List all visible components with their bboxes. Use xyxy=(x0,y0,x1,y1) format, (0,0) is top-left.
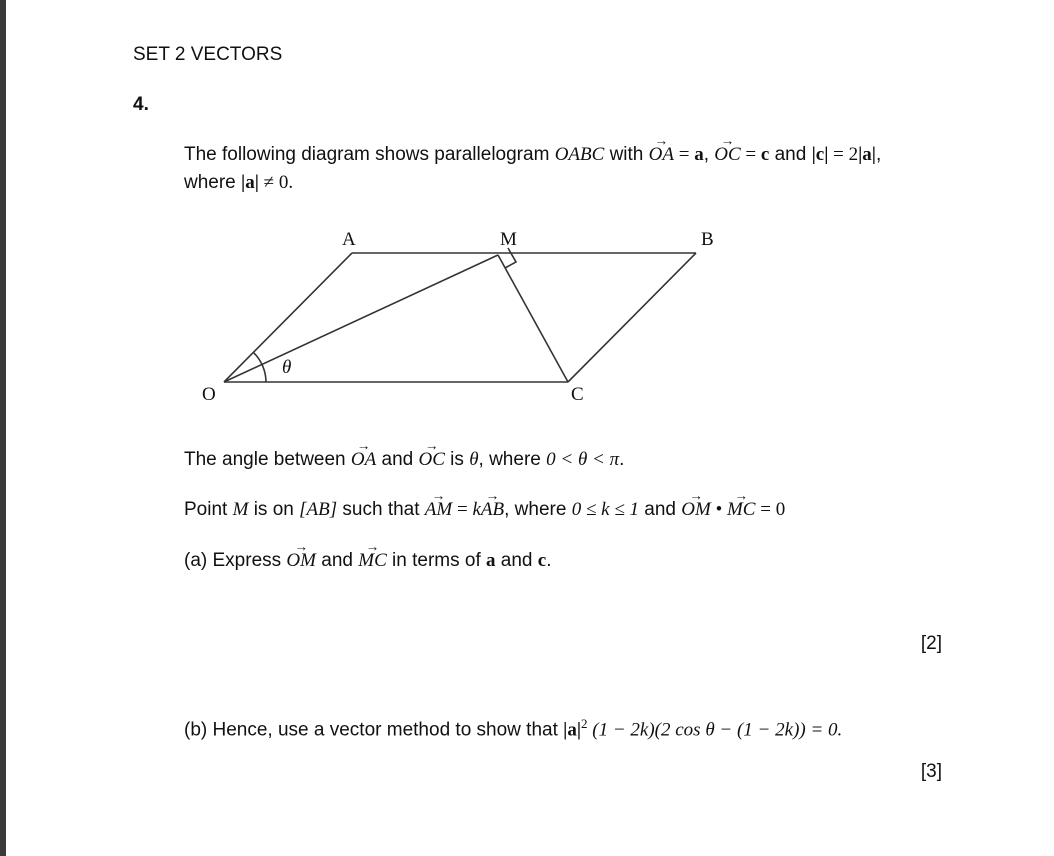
vector-om: → OM xyxy=(286,550,316,572)
intro-line-1: The following diagram shows parallelogram OABC with → OA = a, → OC = c and |c| = 2|a|, xyxy=(184,144,881,166)
vector-oc: → OC xyxy=(714,144,740,166)
vector-am: → AM xyxy=(425,499,452,521)
vector-oa: → OA xyxy=(649,144,674,166)
vector-mc: → MC xyxy=(727,499,756,521)
part-a-question: (a) Express → OM and → MC in terms of a and c. xyxy=(184,550,551,572)
vector-oa: → OA xyxy=(351,449,376,471)
page-header: SET 2 VECTORS xyxy=(133,44,283,65)
side-bc xyxy=(568,253,696,382)
question-number: 4. xyxy=(133,94,149,115)
label-a: A xyxy=(342,229,356,250)
label-o: O xyxy=(202,384,216,405)
label-m: M xyxy=(500,229,517,250)
vector-mc: → MC xyxy=(358,550,387,572)
point-m-statement: Point M is on [AB] such that → AM = k→ AB, where 0 ≤ k ≤ 1 and → OM • → MC = 0 xyxy=(184,499,785,521)
vector-om: → OM xyxy=(681,499,711,521)
right-angle-mark xyxy=(505,248,516,268)
segment-mc xyxy=(498,255,568,382)
part-b-question: (b) Hence, use a vector method to show that $|a|^2$ (1 − 2k)(2 cos θ − (1 − 2k)) = 0. xyxy=(184,716,843,741)
angle-statement: The angle between → OA and → OC is θ, where 0 < θ < π. xyxy=(184,449,624,471)
window-edge xyxy=(0,0,6,856)
intro-line-2: where |a| ≠ 0. xyxy=(184,172,294,193)
label-b: B xyxy=(701,229,714,250)
segment-om xyxy=(224,255,498,382)
part-b-marks: [3] xyxy=(920,761,942,782)
parallelogram-diagram xyxy=(180,222,740,412)
part-a-marks: [2] xyxy=(920,633,942,654)
vector-oc: → OC xyxy=(419,449,445,471)
vector-ab: → AB xyxy=(481,499,504,521)
label-theta: θ xyxy=(282,357,292,378)
label-c: C xyxy=(571,384,584,405)
